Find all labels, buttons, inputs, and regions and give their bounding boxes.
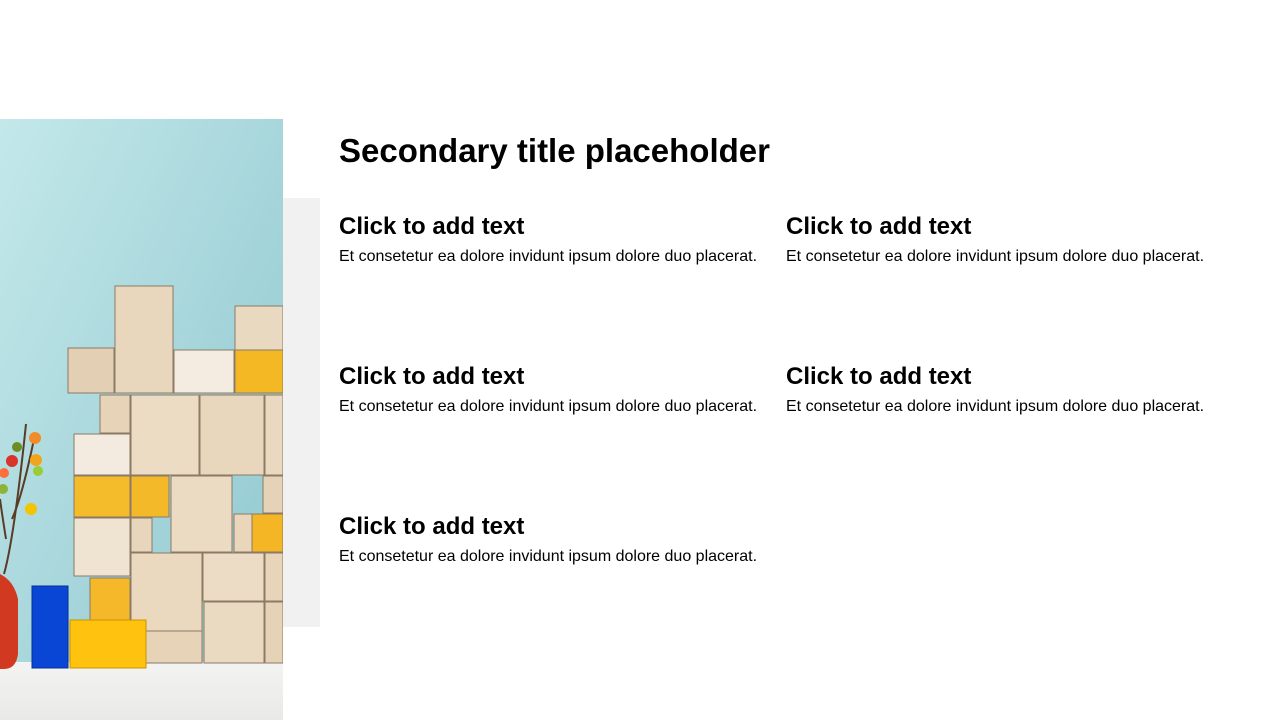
text-block-3[interactable] — [339, 362, 779, 417]
wooden-blocks-photo — [0, 119, 283, 720]
text-block-body[interactable]: Et consetetur ea dolore invidunt ipsum dolore duo placerat. — [339, 548, 758, 565]
text-block-heading[interactable]: Click to add text — [786, 363, 972, 390]
text-block-heading[interactable]: Click to add text — [786, 213, 972, 240]
text-block-heading[interactable]: Click to add text — [339, 213, 525, 240]
text-block-5[interactable] — [339, 512, 779, 567]
text-block-heading[interactable]: Click to add text — [339, 363, 525, 390]
text-block-2[interactable] — [786, 212, 1226, 267]
text-block-heading[interactable]: Click to add text — [339, 513, 525, 540]
text-block-4[interactable] — [786, 362, 1226, 417]
text-block-body[interactable]: Et consetetur ea dolore invidunt ipsum dolore duo placerat. — [786, 248, 1205, 265]
slide-title[interactable]: Secondary title placeholder — [339, 132, 770, 169]
text-block-body[interactable]: Et consetetur ea dolore invidunt ipsum dolore duo placerat. — [786, 398, 1205, 415]
text-block-body[interactable]: Et consetetur ea dolore invidunt ipsum dolore duo placerat. — [339, 398, 758, 415]
accent-band — [283, 198, 320, 627]
text-block-body[interactable]: Et consetetur ea dolore invidunt ipsum dolore duo placerat. — [339, 248, 758, 265]
text-block-1[interactable] — [339, 212, 779, 267]
